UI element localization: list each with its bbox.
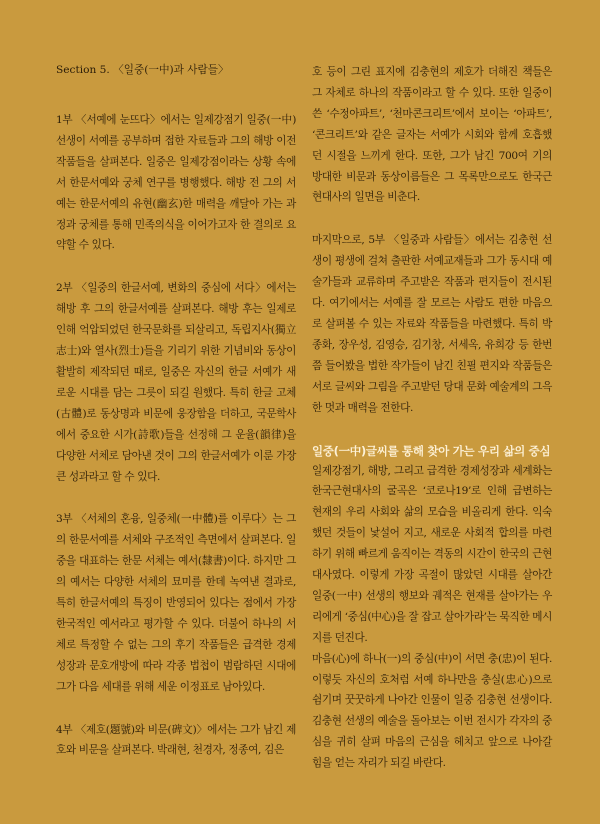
- closing-paragraph-2: 마음(心)에 하나(一)의 중심(中)이 서면 충(忠)이 된다. 이렇듯 자신의 호처럼 서예 하나만을 충실(忠心)으로 쉼기며 꿋꿋하게 나아간 인물이 일중 김충현 선생이다. 김충현 선생의 예술을 돌아보는 이번 전시가 각자의 중심을 귀히 살펴 마음의 근심을 헤치고 앞으로 나아갈 힘을 얻는 자리가 되길 바란다.: [312, 652, 552, 770]
- paragraph-part-1: 1부 〈서예에 눈뜨다〉에서는 일제강점기 일중(一中) 선생이 서예를 공부하며 접한 자료들과 그의 해방 이전 작품들을 살펴본다. 일중은 일제강점이라는 상황 속에서 한문서예와 궁체 연구를 병행했다. 해방 전 그의 서예는 한문서예의 유현(幽玄)한 매력을 깨달아 가는 과정과 궁체를 통해 민족의식을 이어가고자 한 결의로 요약할 수 있다.: [56, 114, 296, 252]
- paragraph-part-2: 2부 〈일중의 한글서예, 변화의 중심에 서다〉에서는 해방 후 그의 한글서예를 살펴본다. 해방 후는 일제로 인해 억압되었던 한국문화를 되살리고, 독립지사(獨立志士)와 열사(烈士)들을 기리기 위한 기념비와 동상이 활발히 제작되던 때로, 일중은 자신의 한글 서예가 새로운 시대를 담는 그릇이 되길 원했다. 특히 한글 고체(古體)로 동상명과 비문에 웅장함을 더하고, 국문학사에서 중요한 시가(詩歌)들을 선정해 그 운율(韻律)을 다양한 서체로 담아낸 것이 그의 한글서예가 이룬 가장 큰 성과라고 할 수 있다.: [56, 282, 296, 483]
- paragraph-part-3: 3부 〈서체의 혼융, 일중체(一中體)를 이루다〉는 그의 한문서예를 서체와 구조적인 측면에서 살펴본다. 일중을 대표하는 한문 서체는 예서(隸書)이다. 하지만 그의 예서는 다양한 서체의 묘미를 한데 녹여낸 결과로, 특히 한글서예의 특징이 반영되어 있다는 점에서 가장 한국적인 예서라고 평가할 수 있다. 더불어 하나의 서체로 특정할 수 없는 그의 후기 작품들은 급격한 경제성장과 문호개방에 따라 각종 법첩이 범람하던 시대에 그가 다음 세대를 위해 세운 이정표로 남아있다.: [56, 513, 296, 693]
- paragraph-part-4-continued: 호 등이 그린 표지에 김충현의 제호가 더해진 책들은 그 자체로 하나의 작품이라고 할 수 있다. 또한 일중이 쓴 ‘수정아파트’, ‘천마콘크리트’에서 보이는 ‘아파트’, ‘콘크리트’와 같은 글자는 서예가 시회와 함께 호흡했던 시절을 느끼게 한다. 또한, 그가 남긴 700여 기의 방대한 비문과 동상이름들은 그 목록만으로도 한국근현대사의 일면을 비춘다.: [312, 66, 552, 204]
- section-heading: Section 5. 〈일중(一中)과 사람들〉: [56, 64, 229, 76]
- closing-paragraph-1: 일제강점기, 해방, 그리고 급격한 경제성장과 세계화는 한국근현대사의 굴곡은 ‘코로나19’로 인해 급변하는 현재의 우리 사회와 삶의 모습을 비올리게 한다. 익숙했던 것들이 낯설어 지고, 새로운 사회적 합의를 마련하기 위해 빠르게 움직이는 격동의 시간이 한국의 근현대사였다. 이렇게 가장 곡절이 많았던 시대를 살아간 일중(一中) 선생의 행보와 궤적은 현재를 살아가는 우리에게 ‘중심(中心)을 잘 잡고 살아가라’는 묵직한 메시지를 던진다.: [312, 464, 552, 644]
- left-column: [56, 62, 296, 783]
- paragraph-part-5: 마지막으로, 5부 〈일중과 사람들〉에서는 김충현 선생이 평생에 걸쳐 출판한 서예교재들과 그가 동시대 예술가들과 교류하며 주고받은 작품과 편지들이 전시된다. 여기에서는 서예를 잘 모르는 사람도 편한 마음으로 살펴볼 수 있는 자료와 작품들을 마련했다. 특히 박종화, 장우성, 김영승, 김기창, 서세옥, 유희강 등 한번쯤 들어봤을 법한 작가들이 남긴 친필 편지와 작품들은 서로 글씨와 그림을 주고받던 당대 문화 예술계의 그윽한 멋과 매력을 전한다.: [312, 234, 552, 414]
- right-column: [312, 62, 552, 774]
- paragraph-part-4: 4부 〈제호(題號)와 비문(碑文)〉에서는 그가 남긴 제호와 비문을 살펴본다. 박래현, 천경자, 정종여, 김은: [56, 723, 296, 757]
- sub-heading: 일중(一中)글씨를 통해 찾아 가는 우리 삶의 중심: [312, 443, 551, 458]
